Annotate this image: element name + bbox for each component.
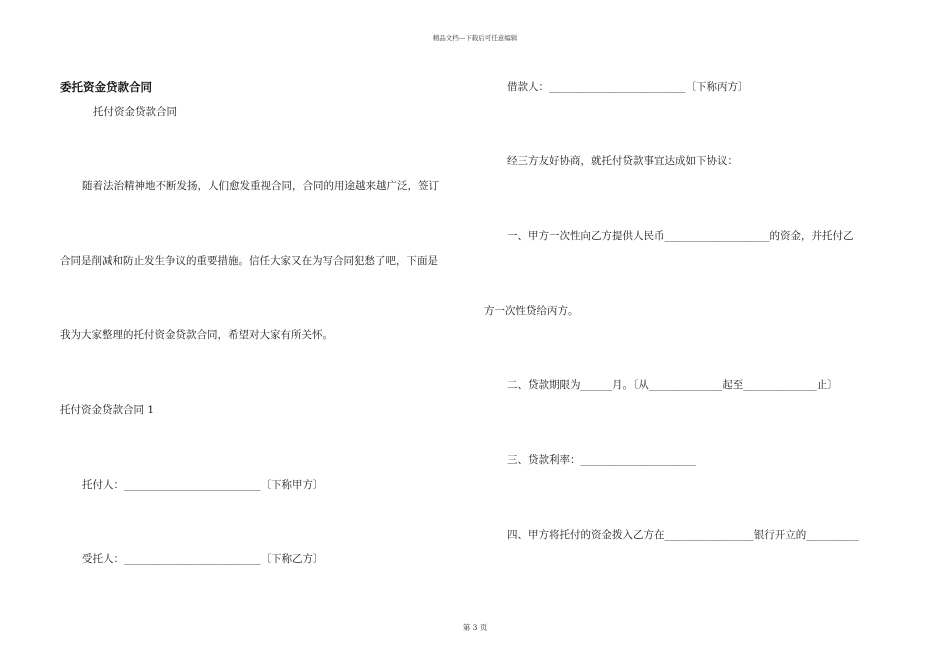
clause-4: 四、甲方将托付的资金拨入乙方在_________________银行开立的__________: [507, 529, 859, 541]
document-subtitle: 托付资金贷款合同: [93, 106, 177, 118]
clause-1-line-2: 方一次性贷给丙方。: [484, 305, 579, 317]
page-number: 第 3 页: [462, 623, 488, 632]
intro-paragraph-line-3: 我为大家整理的托付资金贷款合同，希望对大家有所关怀。: [60, 329, 333, 341]
trustee-line: 受托人：__________________________〔下称乙方〕: [82, 553, 324, 565]
intro-paragraph-line-2: 合同是削减和防止发生争议的重要措施。信任大家又在为写合同犯愁了吧，下面是: [60, 255, 438, 267]
page-header: 精品文档---下载后可任意编辑: [432, 34, 518, 42]
document-title: 委托资金贷款合同: [60, 80, 152, 94]
borrower-line: 借款人：__________________________〔下称丙方〕: [507, 81, 749, 93]
intro-paragraph-line-1: 随着法治精神地不断发扬，人们愈发重视合同，合同的用途越来越广泛，签订: [82, 180, 439, 192]
clause-2: 二、贷款期限为______月。〔从______________起至______________止〕: [507, 379, 838, 391]
contract-heading: 托付资金贷款合同 1: [60, 404, 155, 416]
entrustor-line: 托付人：__________________________〔下称甲方〕: [82, 479, 324, 491]
clause-1-line-1: 一、甲方一次性向乙方提供人民币____________________的资金，并托付乙: [507, 230, 854, 242]
clause-3: 三、贷款利率：______________________: [507, 454, 696, 466]
agreement-intro: 经三方友好协商，就托付贷款事宜达成如下协议：: [507, 155, 738, 167]
